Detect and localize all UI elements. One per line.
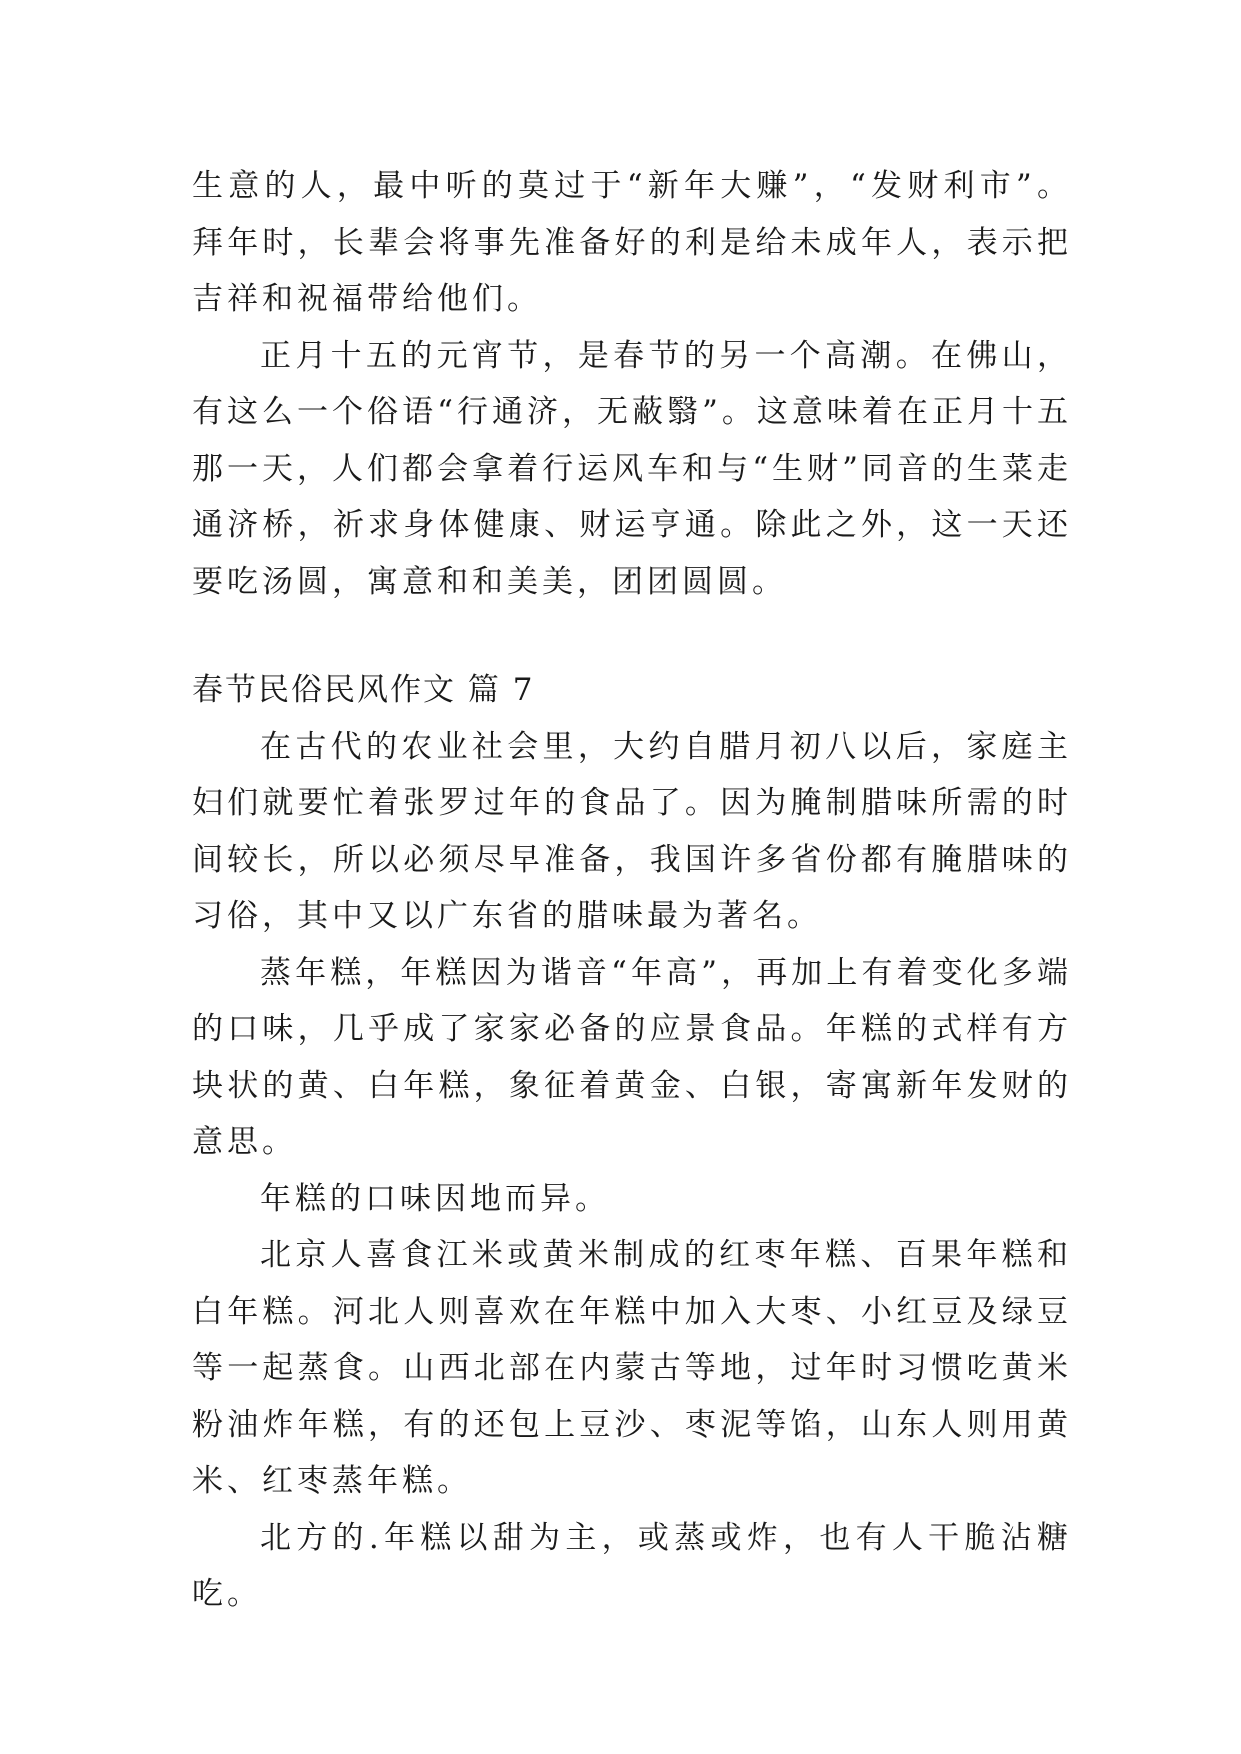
section-heading: 春节民俗民风作文 篇 7 <box>192 672 535 708</box>
paragraph-northern-niangao: 北京人喜食江米或黄米制成的红枣年糕、百果年糕和白年糕。河北人则喜欢在年糕中加入大枣、小红豆及绿豆等一起蒸食。山西北部在内蒙古等地，过年时习惯吃黄米粉油炸年糕，有的还包上豆沙、枣泥等馅，山东人则用黄米、红枣蒸年糕。 <box>192 1237 1072 1499</box>
paragraph-niangao-flavors: 年糕的口味因地而异。 <box>260 1180 610 1217</box>
document-body <box>192 158 1072 1623</box>
paragraph-preserved-meats: 在古代的农业社会里，大约自腊月初八以后，家庭主妇们就要忙着张罗过年的食品了。因为腌制腊味所需的时间较长，所以必须尽早准备，我国许多省份都有腌腊味的习俗，其中又以广东省的腊味最为著名。 <box>192 728 1072 934</box>
paragraph-new-year-greetings: 生意的人，最中听的莫过于“新年大赚”，“发财利市”。拜年时，长辈会将事先准备好的利是给未成年人，表示把吉祥和祝福带给他们。 <box>192 168 1072 317</box>
paragraph-steamed-niangao: 蒸年糕，年糕因为谐音“年高”，再加上有着变化多端的口味，几乎成了家家必备的应景食品。年糕的式样有方块状的黄、白年糕，象征着黄金、白银，寄寓新年发财的意思。 <box>192 954 1072 1160</box>
paragraph-lantern-festival: 正月十五的元宵节，是春节的另一个高潮。在佛山，有这么一个俗语“行通济，无蔽翳”。这意味着在正月十五那一天，人们都会拿着行运风车和与“生财”同音的生菜走通济桥，祈求身体健康、财运亨通。除此之外，这一天还要吃汤圆，寓意和和美美，团团圆圆。 <box>192 337 1072 600</box>
paragraph-northern-sweet-niangao: 北方的.年糕以甜为主，或蒸或炸，也有人干脆沾糖吃。 <box>192 1519 1072 1612</box>
